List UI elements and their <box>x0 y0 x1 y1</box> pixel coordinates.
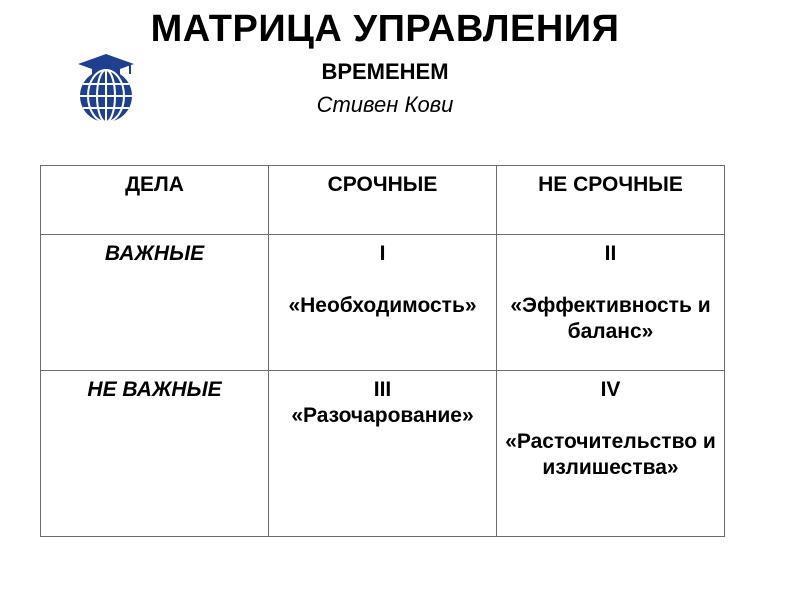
quadrant-number: III <box>373 378 392 401</box>
quadrant-number: IV <box>600 378 621 401</box>
time-management-matrix <box>40 165 725 537</box>
quadrant-number: I <box>379 242 386 265</box>
table-row-not-important <box>41 371 725 537</box>
header-row <box>41 166 725 235</box>
quadrant-2 <box>497 235 725 371</box>
row-label-important: ВАЖНЫЕ <box>41 235 269 371</box>
author-name: Стивен Кови <box>316 92 454 117</box>
quadrant-3 <box>269 371 497 537</box>
header-cell-urgent: СРОЧНЫЕ <box>269 166 497 235</box>
quadrant-text: «Расточительство и излишества» <box>505 430 716 479</box>
quadrant-text: «Необходимость» <box>288 294 477 317</box>
quadrant-4 <box>497 371 725 537</box>
quadrant-text: «Эффективность и баланс» <box>510 294 711 343</box>
header-cell-not-urgent: НЕ СРОЧНЫЕ <box>497 166 725 235</box>
quadrant-1 <box>269 235 497 371</box>
quadrant-number: II <box>604 242 617 265</box>
page-title: МАТРИЦА УПРАВЛЕНИЯ <box>150 8 620 50</box>
globe-graduation-cap-icon <box>74 52 138 124</box>
page-subtitle: ВРЕМЕНЕМ <box>321 59 449 84</box>
quadrant-text: «Разочарование» <box>291 404 474 427</box>
header-cell-tasks: ДЕЛА <box>41 166 269 235</box>
table-row-important <box>41 235 725 371</box>
row-label-not-important: НЕ ВАЖНЫЕ <box>41 371 269 537</box>
